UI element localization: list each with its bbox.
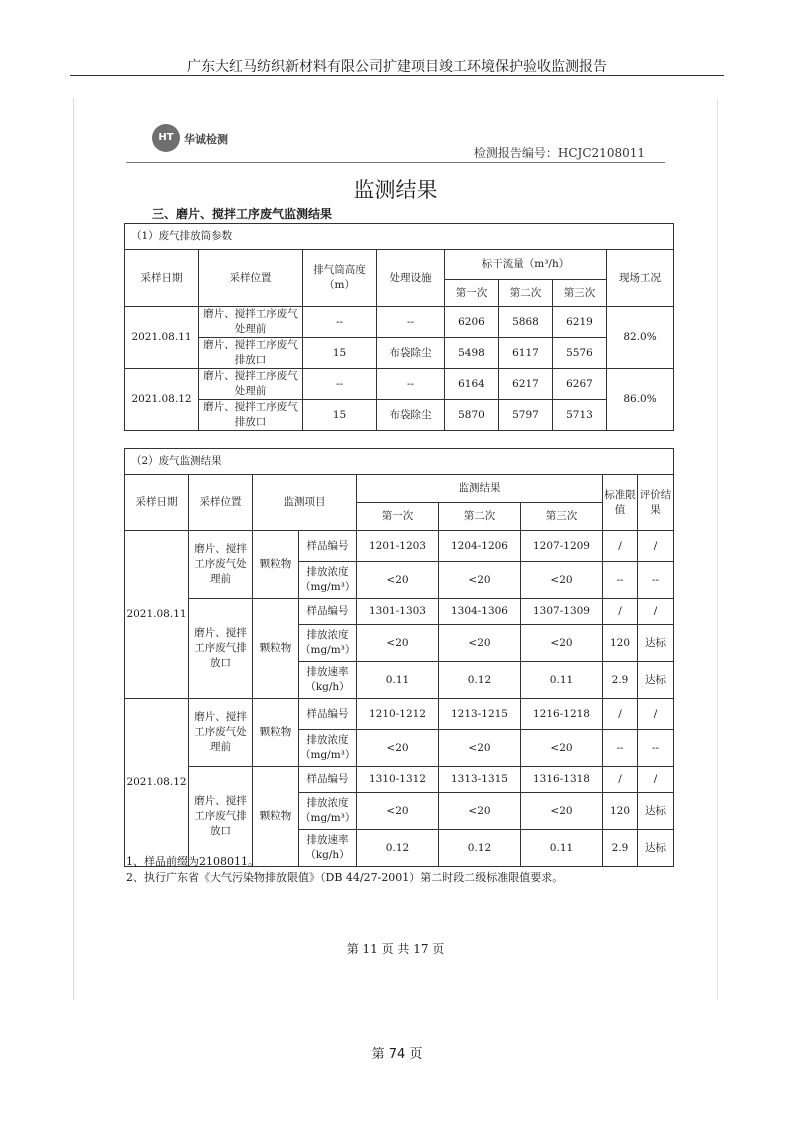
header-run2: 第二次 xyxy=(439,503,521,531)
stack-height: 15 xyxy=(303,338,377,369)
result-run3: 0.11 xyxy=(521,830,603,867)
table-row xyxy=(125,599,674,625)
evaluation: 达标 xyxy=(638,625,674,662)
site-condition: 86.0% xyxy=(607,369,674,431)
sampling-location: 磨片、搅拌工序废气排放口 xyxy=(199,400,303,431)
header-rule xyxy=(70,75,724,76)
sampling-date: 2021.08.12 xyxy=(125,369,199,431)
sampling-location: 磨片、搅拌工序废气排放口 xyxy=(189,767,253,867)
sampling-date: 2021.08.11 xyxy=(125,531,189,699)
flow-run2: 6117 xyxy=(499,338,553,369)
logo-icon: HT xyxy=(152,124,180,152)
header-facility: 处理设施 xyxy=(377,250,445,307)
table2-caption: （2）废气监测结果 xyxy=(125,449,674,475)
logo-name: 华诚检测 xyxy=(184,133,228,146)
header-run1: 第一次 xyxy=(357,503,439,531)
result-run2: 1313-1315 xyxy=(439,767,521,793)
standard-limit: / xyxy=(603,531,638,562)
standard-limit: / xyxy=(603,767,638,793)
sampling-date: 2021.08.12 xyxy=(125,699,189,867)
standard-limit: 120 xyxy=(603,793,638,830)
evaluation: 达标 xyxy=(638,662,674,699)
parameter: 排放浓度（mg/m³） xyxy=(299,730,357,767)
evaluation: -- xyxy=(638,730,674,767)
treatment-facility: -- xyxy=(377,307,445,338)
standard-limit: / xyxy=(603,699,638,730)
sampling-location: 磨片、搅拌工序废气处理前 xyxy=(189,699,253,767)
result-run2: <20 xyxy=(439,793,521,830)
result-run2: 1204-1206 xyxy=(439,531,521,562)
standard-limit: 120 xyxy=(603,625,638,662)
result-run1: 1210-1212 xyxy=(357,699,439,730)
header-location: 采样位置 xyxy=(199,250,303,307)
report-page-number: 第 11 页 共 17 页 xyxy=(346,942,445,956)
parameter: 排放浓度（mg/m³） xyxy=(299,625,357,662)
result-run1: <20 xyxy=(357,562,439,599)
header-limit: 标准限值 xyxy=(603,475,638,531)
result-run2: <20 xyxy=(439,562,521,599)
sampling-location: 磨片、搅拌工序废气处理前 xyxy=(199,369,303,400)
flow-run1: 6164 xyxy=(445,369,499,400)
site-condition: 82.0% xyxy=(607,307,674,369)
scanned-report-page xyxy=(73,98,718,1000)
result-run3: <20 xyxy=(521,625,603,662)
evaluation: / xyxy=(638,599,674,625)
flow-run3: 6267 xyxy=(553,369,607,400)
flow-run2: 5797 xyxy=(499,400,553,431)
parameter: 排放速率（kg/h） xyxy=(299,830,357,867)
table-row xyxy=(125,400,674,431)
stack-height: 15 xyxy=(303,400,377,431)
pollutant: 颗粒物 xyxy=(253,531,299,599)
flow-run1: 5498 xyxy=(445,338,499,369)
result-run3: <20 xyxy=(521,793,603,830)
flow-run3: 5713 xyxy=(553,400,607,431)
table-row xyxy=(125,767,674,793)
result-run1: 0.12 xyxy=(357,830,439,867)
result-run1: 1201-1203 xyxy=(357,531,439,562)
evaluation: / xyxy=(638,767,674,793)
result-run1: <20 xyxy=(357,793,439,830)
header-item: 监测项目 xyxy=(253,475,357,531)
standard-limit: -- xyxy=(603,730,638,767)
result-run1: <20 xyxy=(357,730,439,767)
header-run2: 第二次 xyxy=(499,280,553,307)
parameter: 排放速率（kg/h） xyxy=(299,662,357,699)
result-run3: 1316-1318 xyxy=(521,767,603,793)
header-date: 采样日期 xyxy=(125,475,189,531)
result-run3: <20 xyxy=(521,730,603,767)
sampling-date: 2021.08.11 xyxy=(125,307,199,369)
table-row xyxy=(125,338,674,369)
pollutant: 颗粒物 xyxy=(253,699,299,767)
pollutant: 颗粒物 xyxy=(253,599,299,699)
treatment-facility: -- xyxy=(377,369,445,400)
pollutant: 颗粒物 xyxy=(253,767,299,867)
evaluation: / xyxy=(638,699,674,730)
document-page-number: 第 74 页 xyxy=(371,1047,423,1062)
parameter: 排放浓度（mg/m³） xyxy=(299,793,357,830)
result-run1: 1301-1303 xyxy=(357,599,439,625)
flow-run3: 5576 xyxy=(553,338,607,369)
emission-results-table xyxy=(124,448,674,867)
header-eval: 评价结果 xyxy=(638,475,674,531)
result-run3: 1216-1218 xyxy=(521,699,603,730)
sampling-location: 磨片、搅拌工序废气排放口 xyxy=(199,338,303,369)
parameter: 样品编号 xyxy=(299,767,357,793)
header-flow: 标干流量（m³/h） xyxy=(445,250,607,280)
result-run3: <20 xyxy=(521,562,603,599)
result-run1: 1310-1312 xyxy=(357,767,439,793)
treatment-facility: 布袋除尘 xyxy=(377,338,445,369)
parameter: 样品编号 xyxy=(299,531,357,562)
flow-run3: 6219 xyxy=(553,307,607,338)
note-item: 2、执行广东省《大气污染物排放限值》（DB 44/27-2001）第二时段二级标准限值要求。 xyxy=(126,871,564,884)
header-date: 采样日期 xyxy=(125,250,199,307)
evaluation: 达标 xyxy=(638,793,674,830)
flow-run1: 5870 xyxy=(445,400,499,431)
result-run2: 0.12 xyxy=(439,662,521,699)
header-height: 排气筒高度（m） xyxy=(303,250,377,307)
table-row xyxy=(125,307,674,338)
sampling-location: 磨片、搅拌工序废气处理前 xyxy=(189,531,253,599)
result-run2: <20 xyxy=(439,730,521,767)
flow-run1: 6206 xyxy=(445,307,499,338)
sampling-location: 磨片、搅拌工序废气排放口 xyxy=(189,599,253,699)
stack-height: -- xyxy=(303,307,377,338)
header-location: 采样位置 xyxy=(189,475,253,531)
table-row xyxy=(125,699,674,730)
section-title: 三、磨片、搅拌工序废气监测结果 xyxy=(152,207,333,221)
result-run3: 0.11 xyxy=(521,662,603,699)
treatment-facility: 布袋除尘 xyxy=(377,400,445,431)
parameter: 排放浓度（mg/m³） xyxy=(299,562,357,599)
result-run2: <20 xyxy=(439,625,521,662)
parameter: 样品编号 xyxy=(299,599,357,625)
standard-limit: / xyxy=(603,599,638,625)
result-run1: <20 xyxy=(357,625,439,662)
header-run1: 第一次 xyxy=(445,280,499,307)
report-rule xyxy=(126,162,665,163)
header-condition: 现场工况 xyxy=(607,250,674,307)
note-item: 1、样品前缀为2108011。 xyxy=(126,855,259,868)
standard-limit: -- xyxy=(603,562,638,599)
flow-run2: 6217 xyxy=(499,369,553,400)
report-number: 检测报告编号：HCJC2108011 xyxy=(473,146,645,160)
standard-limit: 2.9 xyxy=(603,662,638,699)
result-run3: 1307-1309 xyxy=(521,599,603,625)
result-run3: 1207-1209 xyxy=(521,531,603,562)
stack-parameters-table xyxy=(124,223,674,431)
header-run3: 第三次 xyxy=(521,503,603,531)
evaluation: 达标 xyxy=(638,830,674,867)
stack-height: -- xyxy=(303,369,377,400)
header-run3: 第三次 xyxy=(553,280,607,307)
result-run2: 1213-1215 xyxy=(439,699,521,730)
result-run2: 0.12 xyxy=(439,830,521,867)
standard-limit: 2.9 xyxy=(603,830,638,867)
page-title: 监测结果 xyxy=(353,178,438,202)
result-run2: 1304-1306 xyxy=(439,599,521,625)
evaluation: / xyxy=(638,531,674,562)
table1-caption: （1）废气排放筒参数 xyxy=(125,224,674,250)
header-result: 监测结果 xyxy=(357,475,603,503)
evaluation: -- xyxy=(638,562,674,599)
sampling-location: 磨片、搅拌工序废气处理前 xyxy=(199,307,303,338)
table-row xyxy=(125,369,674,400)
table-row xyxy=(125,531,674,562)
parameter: 样品编号 xyxy=(299,699,357,730)
flow-run2: 5868 xyxy=(499,307,553,338)
table-notes xyxy=(126,854,563,886)
result-run1: 0.11 xyxy=(357,662,439,699)
document-header: 广东大红马纺织新材料有限公司扩建项目竣工环境保护验收监测报告 xyxy=(187,59,607,75)
